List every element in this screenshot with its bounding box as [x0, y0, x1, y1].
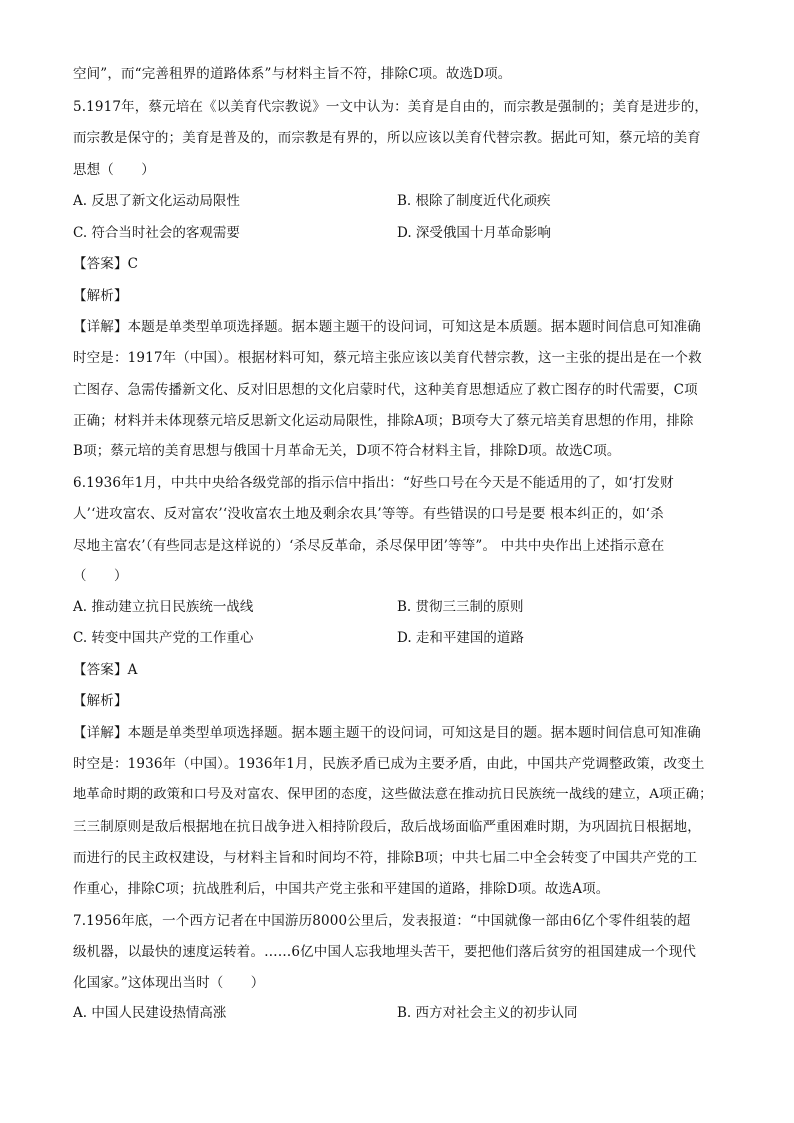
- question-5-option-c: C. 符合当时社会的客观需要: [73, 225, 240, 241]
- question-6-explanation: 三三制原则是敌后根据地在抗日战争进入相持阶段后，敌后战场面临严重困难时期，为巩固抗日根据地，: [73, 819, 701, 835]
- question-5-stem: 思想（ ）: [73, 162, 155, 178]
- question-6-stem: （ ）: [73, 568, 128, 584]
- question-5-option-b: B. 根除了制度近代化顽疾: [397, 193, 551, 209]
- question-6-explanation: 【详解】本题是单类型单项选择题。据本题主题干的设问词，可知这是目的题。据本题时间信息可知准确: [73, 725, 701, 741]
- question-7-stem: 级机器，以最快的速度运转着。……6亿中国人忘我地埋头苦干，要把他们落后贫穷的祖国建成一个现代: [73, 944, 696, 960]
- question-6-explanation: 时空是：1936年（中国）。1936年1月，民族矛盾已成为主要矛盾，由此，中国共产党调整政策，改变土: [73, 756, 705, 772]
- question-6-option-d: D. 走和平建国的道路: [397, 630, 524, 646]
- question-5-explanation: 亡图存、急需传播新文化、反对旧思想的文化启蒙时代，这种美育思想适应了救亡图存的时代需要，C项: [73, 382, 698, 398]
- question-6-stem: 6.1936年1月，中共中央给各级党部的指示信中指出：“好些口号在今天是不能适用的了，如‘打发财: [73, 475, 674, 491]
- question-5-stem: 而宗教是保守的；美育是普及的，而宗教是有界的，所以应该以美育代替宗教。据此可知，蔡元培的美育: [73, 130, 701, 146]
- question-5-explanation: B项；蔡元培的美育思想与俄国十月革命无关，D项不符合材料主旨，排除D项。故选C项。: [73, 443, 621, 459]
- question-6-option-b: B. 贯彻三三制的原则: [397, 599, 524, 615]
- question-7-stem: 7.1956年底，一个西方记者在中国游历8000公里后，发表报道：“中国就像一部由6亿个零件组装的超: [73, 913, 691, 929]
- question-6-stem: 人’‘进攻富农、反对富农’‘没收富农土地及剩余农具’等等。有些错误的口号是要 根本纠正的，如‘杀: [73, 506, 664, 522]
- question-5-explanation: 【详解】本题是单类型单项选择题。据本题主题干的设问词，可知这是本质题。据本题时间信息可知准确: [73, 319, 701, 335]
- text-line: 空间”，而“完善租界的道路体系”与材料主旨不符，排除C项。故选D项。: [73, 66, 512, 82]
- question-5-explanation: 正确；材料并未体现蔡元培反思新文化运动局限性，排除A项；B项夸大了蔡元培美育思想的作用，排除: [73, 413, 694, 429]
- question-5-option-d: D. 深受俄国十月革命影响: [397, 225, 551, 241]
- question-7-stem: 化国家。”这体现出当时（ ）: [73, 975, 265, 991]
- question-6-option-c: C. 转变中国共产党的工作重心: [73, 630, 254, 646]
- question-7-option-a: A. 中国人民建设热情高涨: [73, 1005, 227, 1021]
- question-6-stem: 尽地主富农’（有些同志是这样说的）‘杀尽反革命，杀尽保甲团’等等”。 中共中央作出上述指示意在: [73, 538, 665, 554]
- question-5-stem: 5.1917年，蔡元培在《以美育代宗教说》一文中认为：美育是自由的，而宗教是强制的；美育是进步的，: [73, 99, 709, 115]
- question-5-explanation: 时空是：1917年（中国）。根据材料可知，蔡元培主张应该以美育代替宗教，这一主张的提出是在一个救: [73, 350, 702, 366]
- question-5-answer: 【答案】C: [73, 256, 139, 272]
- question-6-answer: 【答案】A: [73, 662, 138, 678]
- question-6-explanation: 而进行的民主政权建设，与材料主旨和时间均不符，排除B项；中共七届二中全会转变了中国共产党的工: [73, 850, 698, 866]
- question-6-option-a: A. 推动建立抗日民族统一战线: [73, 599, 254, 615]
- question-6-explanation: 地革命时期的政策和口号及对富农、保甲团的态度，这些做法意在推动抗日民族统一战线的建立，A项正确；: [73, 787, 713, 802]
- question-5-option-a: A. 反思了新文化运动局限性: [73, 193, 240, 209]
- question-7-option-b: B. 西方对社会主义的初步认同: [397, 1005, 578, 1021]
- question-6-explanation: 作重心，排除C项；抗战胜利后，中国共产党主张和平建国的道路，排除D项。故选A项。: [73, 881, 610, 897]
- question-6-analysis-heading: 【解析】: [73, 693, 128, 709]
- question-5-analysis-heading: 【解析】: [73, 288, 128, 304]
